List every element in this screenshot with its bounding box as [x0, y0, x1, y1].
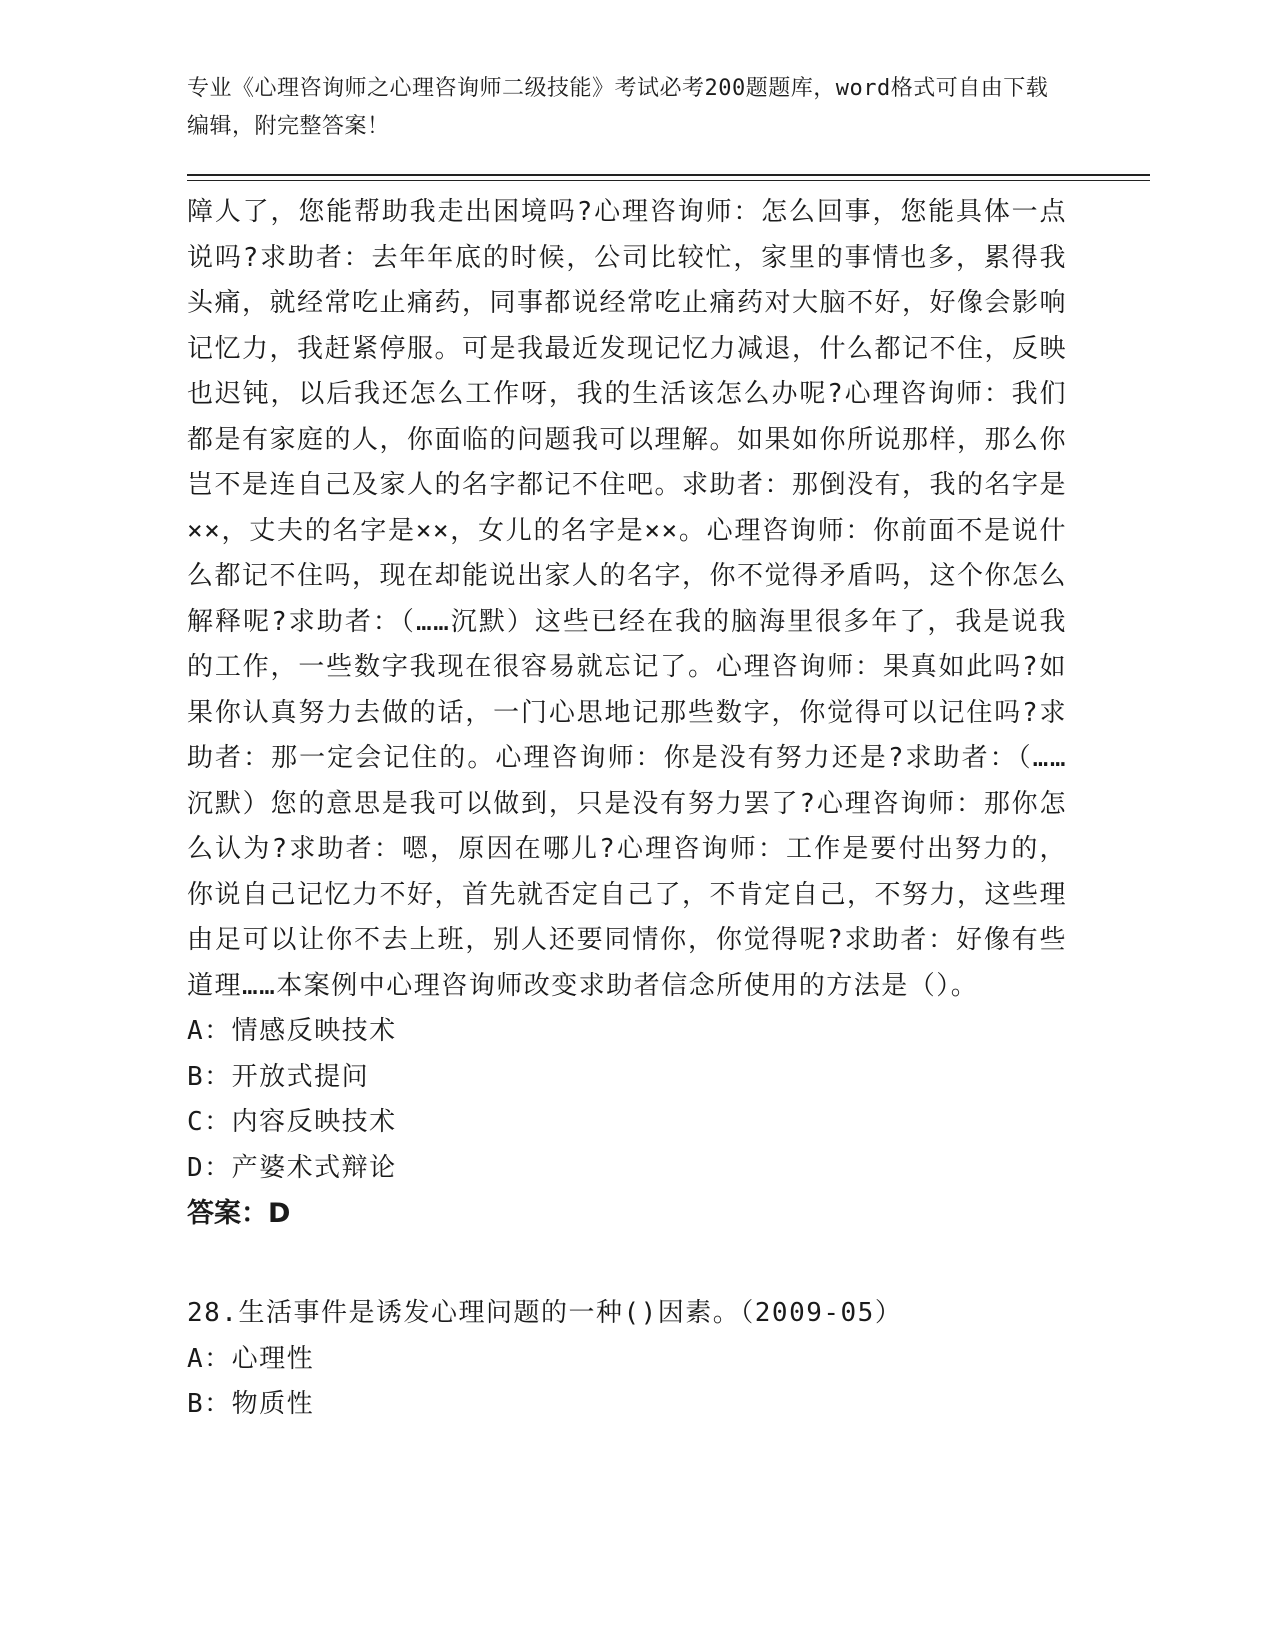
- question-spacer: [187, 1237, 1067, 1291]
- question-27-answer: 答案：D: [187, 1198, 291, 1229]
- question-27-option-d: D：产婆术式辩论: [187, 1152, 397, 1183]
- question-27-option-b: B：开放式提问: [187, 1061, 370, 1092]
- header-divider-thin: [187, 180, 1150, 181]
- question-28-option-b: B：物质性: [187, 1389, 315, 1419]
- question-27-option-a: A：情感反映技术: [187, 1016, 397, 1046]
- question-27-option-c: C：内容反映技术: [187, 1107, 397, 1137]
- page-header: 专业《心理咨询师之心理咨询师二级技能》考试必考200题题库，word格式可自由下载编辑，附完整答案！: [187, 76, 1049, 139]
- document-body: [187, 190, 1067, 1428]
- question-28-stem: 28.生活事件是诱发心理问题的一种()因素。（2009-05）: [187, 1298, 903, 1328]
- header-divider-thick: [187, 174, 1150, 176]
- question-28-option-a: A：心理性: [187, 1343, 315, 1374]
- question-27-passage: 障人了，您能帮助我走出困境吗?心理咨询师：怎么回事，您能具体一点说吗?求助者：去年年底的时候，公司比较忙，家里的事情也多，累得我头痛，就经常吃止痛药，同事都说经常吃止痛药对大脑不好，好像会影响记忆力，我赶紧停服。可是我最近发现记忆力减退，什么都记不住，反映也迟钝，以后我还怎么工作呀，我的生活该怎么办呢?心理咨询师：我们都是有家庭的人，你面临的问题我可以理解。如果如你所说那样，那么你岂不是连自己及家人的名字都记不住吧。求助者：那倒没有，我的名字是××，丈夫的名字是××，女儿的名字是××。心理咨询师：你前面不是说什么都记不住吗，现在却能说出家人的名字，你不觉得矛盾吗，这个你怎么解释呢?求助者：（……沉默）这些已经在我的脑海里很多年了，我是说我的工作，一些数字我现在很容易就忘记了。心理咨询师：果真如此吗?如果你认真努力去做的话，一门心思地记那些数字，你觉得可以记住吗?求助者：那一定会记住的。心理咨询师：你是没有努力还是?求助者：（……沉默）您的意思是我可以做到，只是没有努力罢了?心理咨询师：那你怎么认为?求助者：嗯，原因在哪儿?心理咨询师：工作是要付出努力的，你说自己记忆力不好，首先就否定自己了，不肯定自己，不努力，这些理由足可以让你不去上班，别人还要同情你，你觉得呢?求助者：好像有些道理……本案例中心理咨询师改变求助者信念所使用的方法是（）。: [187, 197, 1068, 1001]
